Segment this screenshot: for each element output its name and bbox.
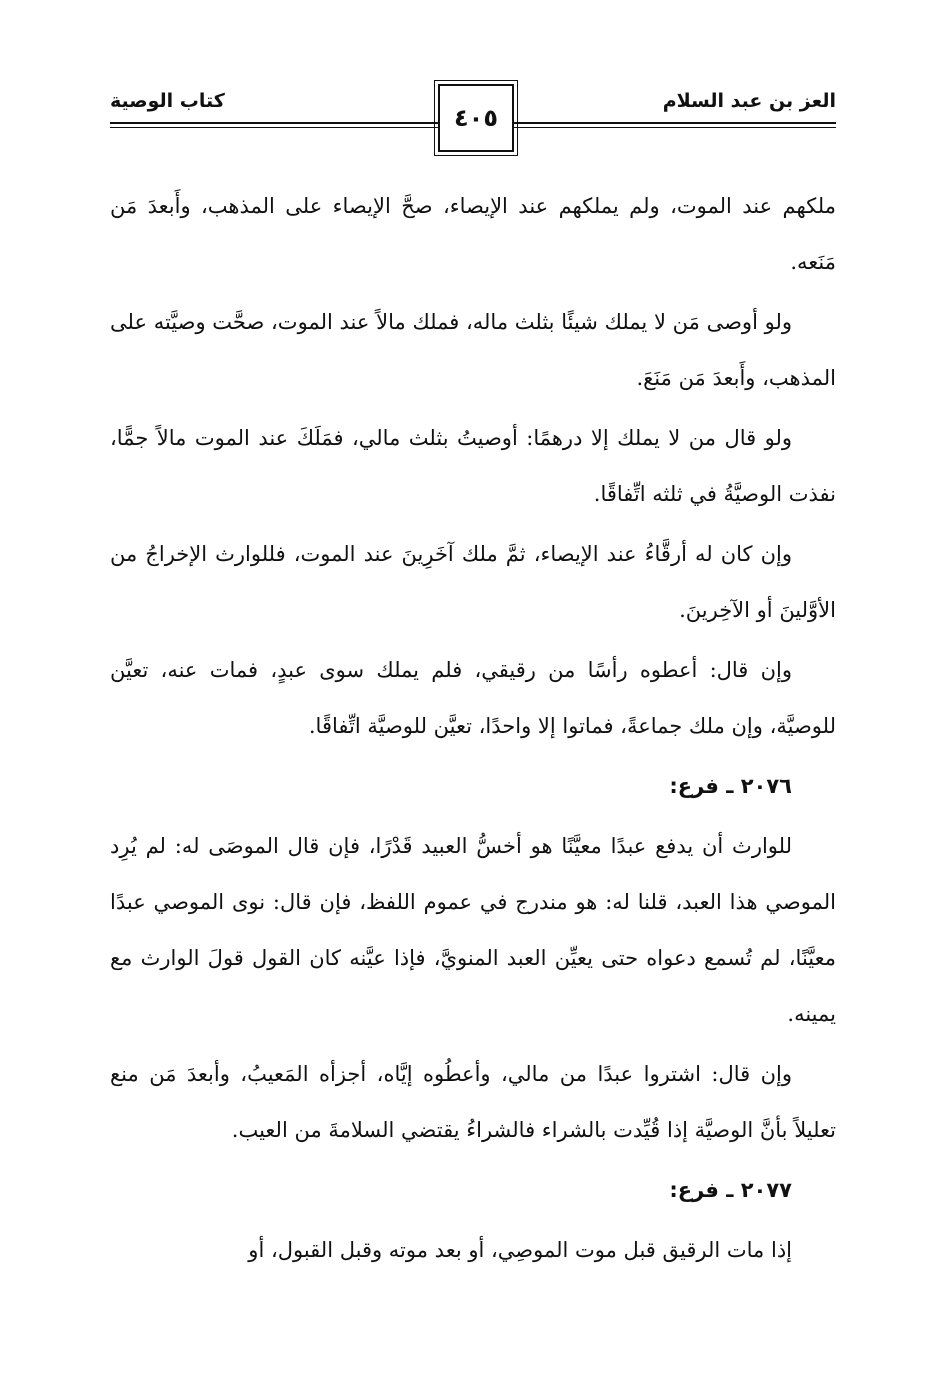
header-book-title: كتاب الوصية [110,90,225,112]
section-heading: ٢٠٧٦ ـ فرع: [669,774,792,798]
header-author: العز بن عبد السلام [662,90,836,112]
paragraph: وإن كان له أرقَّاءُ عند الإيصاء، ثمَّ ملك آخَرِينَ عند الموت، فللوارث الإخراجُ من الأوَّلينَ أو الآخِرينَ. [110,542,836,622]
paragraph: وإن قال: اشتروا عبدًا من مالي، وأعطُوه إيَّاه، أجزأه المَعيبُ، وأبعدَ مَن منع تعليلاً بأنَّ الوصيَّة إذا قُيِّدت بالشراء فالشراءُ يقتضي السلامةَ من العيب. [110,1062,836,1142]
page-number: ٤٠٥ [454,104,498,132]
running-header [110,84,836,164]
paragraph: ولو أوصى مَن لا يملك شيئًا بثلث ماله، فملك مالاً عند الموت، صحَّت وصيَّته على المذهب، وأَبعدَ مَن مَنَعَ. [110,310,836,390]
paragraph: ملكهم عند الموت، ولم يملكهم عند الإيصاء، صحَّ الإيصاء على المذهب، وأَبعدَ مَن مَنَعه. [110,194,836,274]
page-body [110,178,836,1282]
page-number-frame [438,84,514,152]
paragraph: إذا مات الرقيق قبل موت الموصِي، أو بعد موته وقبل القبول، أو [248,1238,792,1262]
paragraph: وإن قال: أعطوه رأسًا من رقيقي، فلم يملك سوى عبدٍ، فمات عنه، تعيَّن للوصيَّة، وإن ملك جماعةً، فماتوا إلا واحدًا، تعيَّن للوصيَّة اتِّفاقًا. [110,658,836,738]
paragraph: ولو قال من لا يملك إلا درهمًا: أوصيتُ بثلث مالي، فمَلَكَ عند الموت مالاً جمًّا، نفذت الوصيَّةُ في ثلثه اتِّفاقًا. [110,426,836,506]
section-heading: ٢٠٧٧ ـ فرع: [669,1178,792,1202]
paragraph: للوارث أن يدفع عبدًا معيَّنًا هو أخسُّ العبيد قَدْرًا، فإن قال الموصَى له: لم يُرِد الموصي هذا العبد، قلنا له: هو مندرج في عموم اللفظ، فإن قال: نوى الموصي عبدًا معيَّنًا، لم تُسمع دعواه حتى يعيِّن العبد المنويَّ، فإذا عيَّنه كان القول قولَ الوارث مع يمينه. [110,834,836,1026]
